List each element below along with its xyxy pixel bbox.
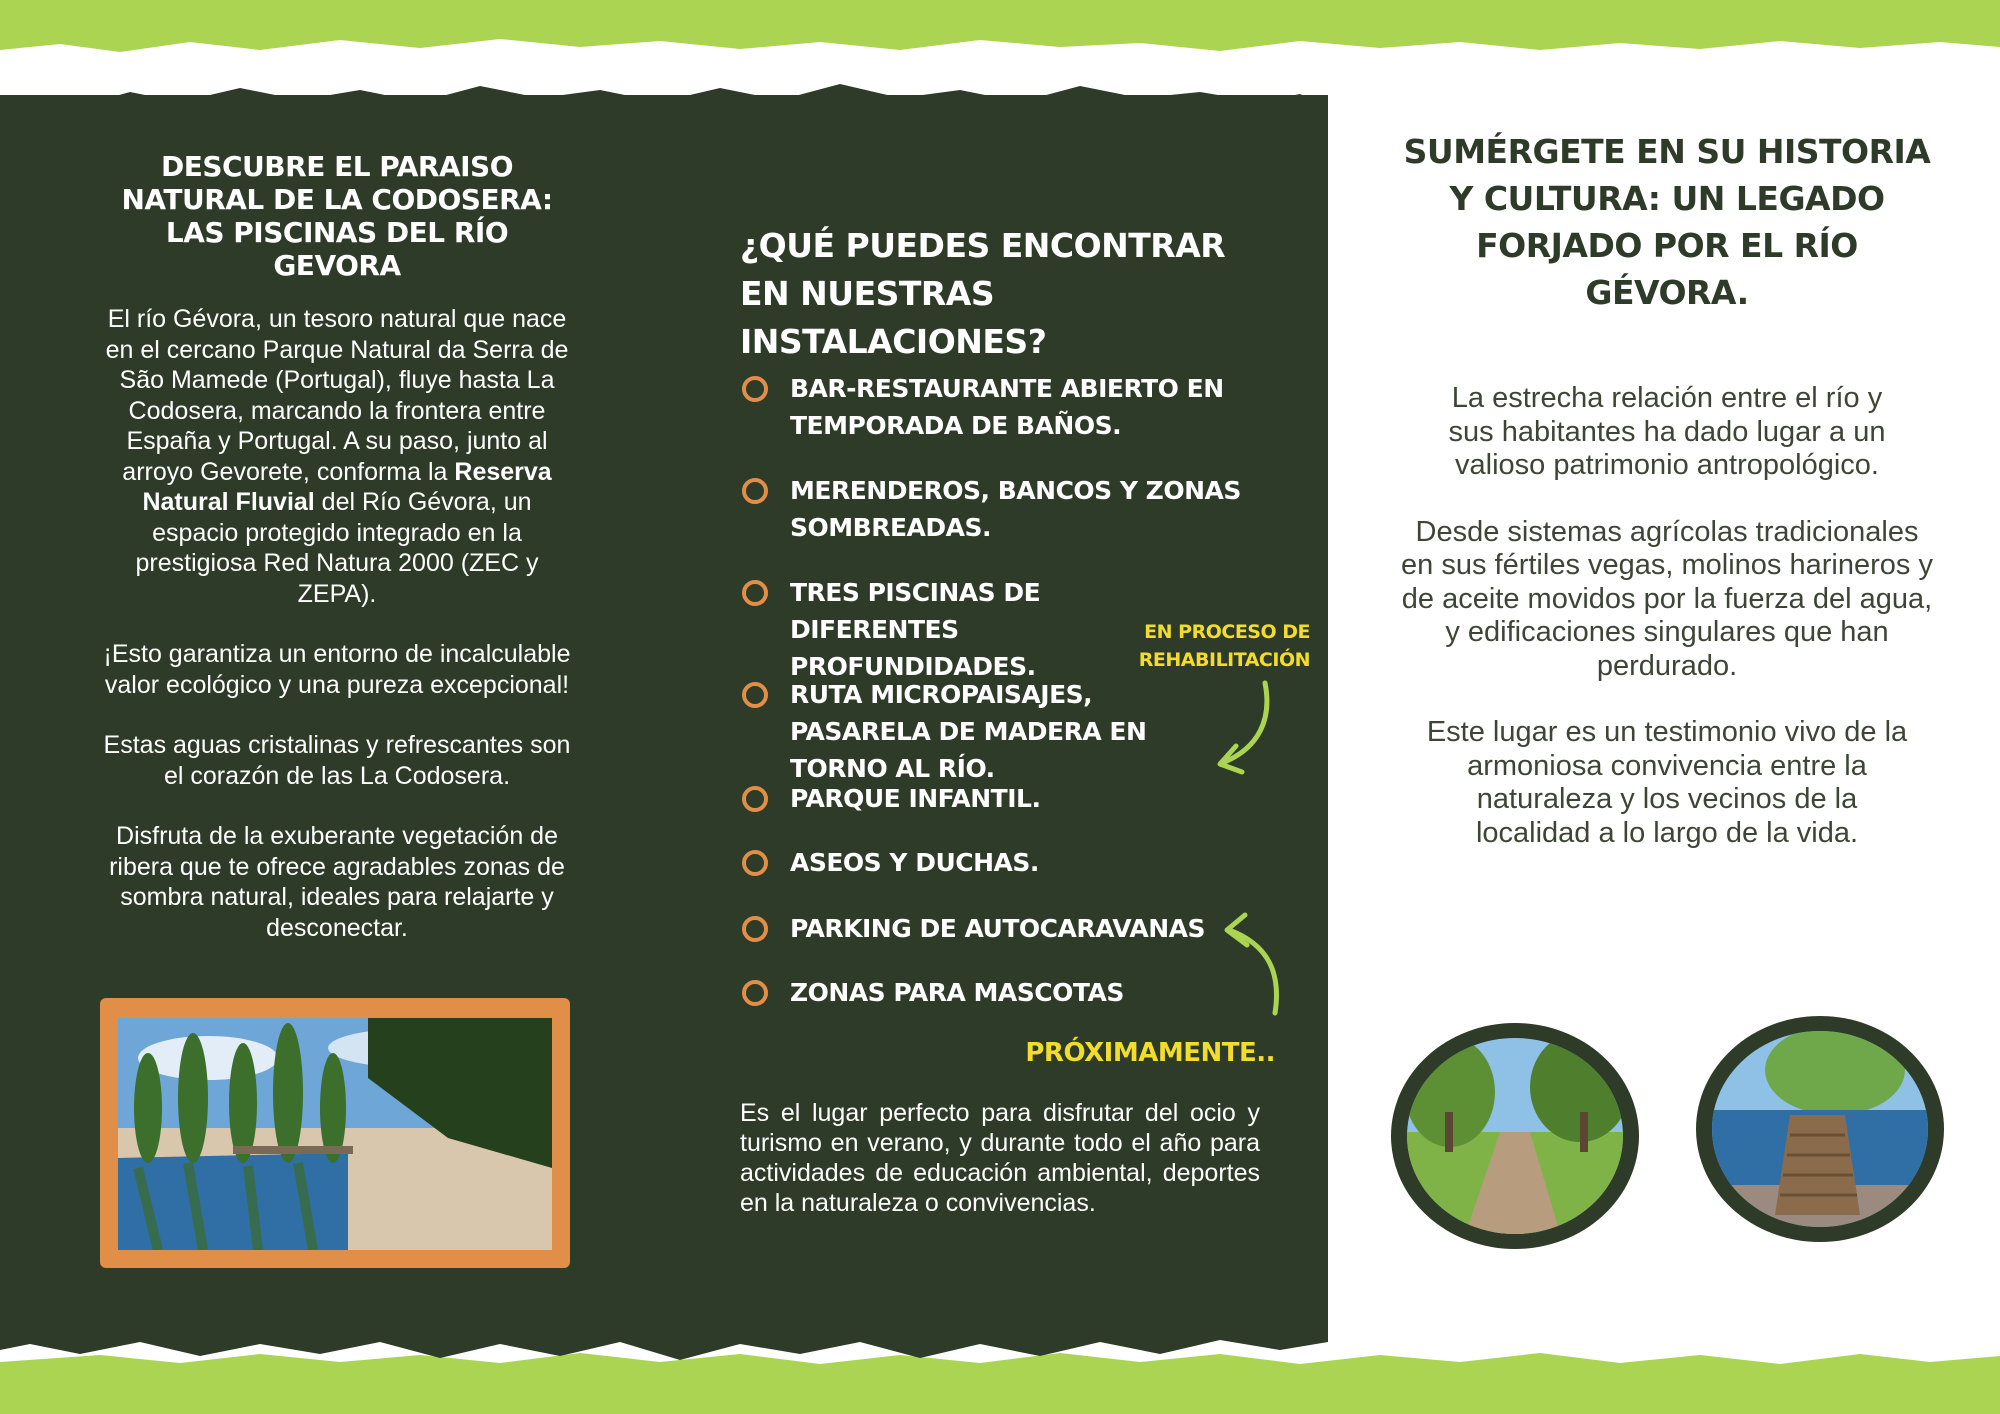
left-column [98, 150, 576, 943]
curved-arrow-icon [1210, 678, 1290, 778]
left-paragraph-1-end: del Río Gévora, un espacio protegido integrado en la prestigiosa Red Natura 2000 (ZEC y ZEPA). [135, 488, 539, 608]
riverside-path-photo [1390, 1022, 1640, 1250]
circle-bullet-icon [742, 478, 768, 504]
pool-photo-frame [100, 998, 570, 1268]
middle-column [740, 222, 1260, 366]
circle-bullet-icon [742, 916, 768, 942]
circle-bullet-icon [742, 850, 768, 876]
right-title: SUMÉRGETE EN SU HISTORIA Y CULTURA: UN LEGADO FORJADO POR EL RÍO GÉVORA. [1403, 132, 1931, 312]
middle-title: ¿QUÉ PUEDES ENCONTRAR EN NUESTRAS INSTALACIONES? [740, 226, 1226, 361]
left-paragraph-4: Disfruta de la exuberante vegetación de ribera que te ofrece agradables zonas de sombra natural, ideales para relajarte y desconectar. [109, 822, 565, 942]
right-paragraph-2: Desde sistemas agrícolas tradicionales en sus fértiles vegas, molinos harineros y de aceite movidos por la fuerza del agua, y edificaciones singulares que han perdurado. [1401, 515, 1933, 682]
circle-bullet-icon [742, 580, 768, 606]
left-paragraph-1-text: El río Gévora, un tesoro natural que nace en el cercano Parque Natural da Serra de São Mamede (Portugal), fluye hasta La Codosera, marcando la frontera entre España y Portugal. A su paso, junto al arroyo Gevorete, conforma la [105, 305, 569, 486]
circle-bullet-icon [742, 786, 768, 812]
amenities-list [740, 370, 1260, 1020]
left-paragraph-3: Estas aguas cristalinas y refrescantes son el corazón de las La Codosera. [103, 731, 571, 790]
amenity-label: ZONAS PARA MASCOTAS [790, 978, 1124, 1007]
amenity-label: RUTA MICROPAISAJES, PASARELA DE MADERA EN TORNO AL RÍO. [790, 680, 1147, 783]
circle-bullet-icon [742, 980, 768, 1006]
right-column [1392, 128, 1942, 850]
left-paragraph-1 [98, 304, 576, 609]
amenity-label: MERENDEROS, BANCOS Y ZONAS SOMBREADAS. [790, 476, 1241, 542]
left-title: DESCUBRE EL PARAISO NATURAL DE LA CODOSERA: LAS PISCINAS DEL RÍO GEVORA [121, 150, 553, 282]
curved-arrow-icon [1215, 905, 1295, 1020]
top-torn-edge [0, 30, 2000, 70]
panel-torn-top [0, 78, 1340, 118]
middle-closing-paragraph: Es el lugar perfecto para disfrutar del ocio y turismo en verano, y durante todo el año para actividades de educación ambiental, deportes en la naturaleza o convivencias. [740, 1099, 1260, 1217]
amenity-label: PARQUE INFANTIL. [790, 784, 1041, 813]
amenity-label: BAR-RESTAURANTE ABIERTO EN TEMPORADA DE BAÑOS. [790, 374, 1224, 440]
rehabilitation-note: EN PROCESO DE REHABILITACIÓN [1138, 621, 1310, 671]
circle-bullet-icon [742, 376, 768, 402]
amenity-label: TRES PISCINAS DE DIFERENTES PROFUNDIDADES. [790, 578, 1041, 681]
wooden-bridge-photo [1695, 1015, 1945, 1243]
right-paragraph-1: La estrecha relación entre el río y sus habitantes ha dado lugar a un valioso patrimonio antropológico. [1448, 382, 1886, 481]
coming-soon-note: PRÓXIMAMENTE.. [1025, 1038, 1275, 1068]
panel-torn-bottom [0, 1320, 1340, 1365]
reserve-name-bold: Reserva Natural Fluvial [142, 457, 552, 516]
right-paragraph-3: Este lugar es un testimonio vivo de la armoniosa convivencia entre la naturaleza y los vecinos de la localidad a lo largo de la vida. [1426, 716, 1908, 849]
circle-bullet-icon [742, 682, 768, 708]
pool-photo [118, 1018, 552, 1250]
left-paragraph-2: ¡Esto garantiza un entorno de incalculable valor ecológico y una pureza excepcional! [103, 640, 571, 699]
amenity-label: PARKING DE AUTOCARAVANAS [790, 914, 1206, 943]
amenity-label: ASEOS Y DUCHAS. [790, 848, 1039, 877]
